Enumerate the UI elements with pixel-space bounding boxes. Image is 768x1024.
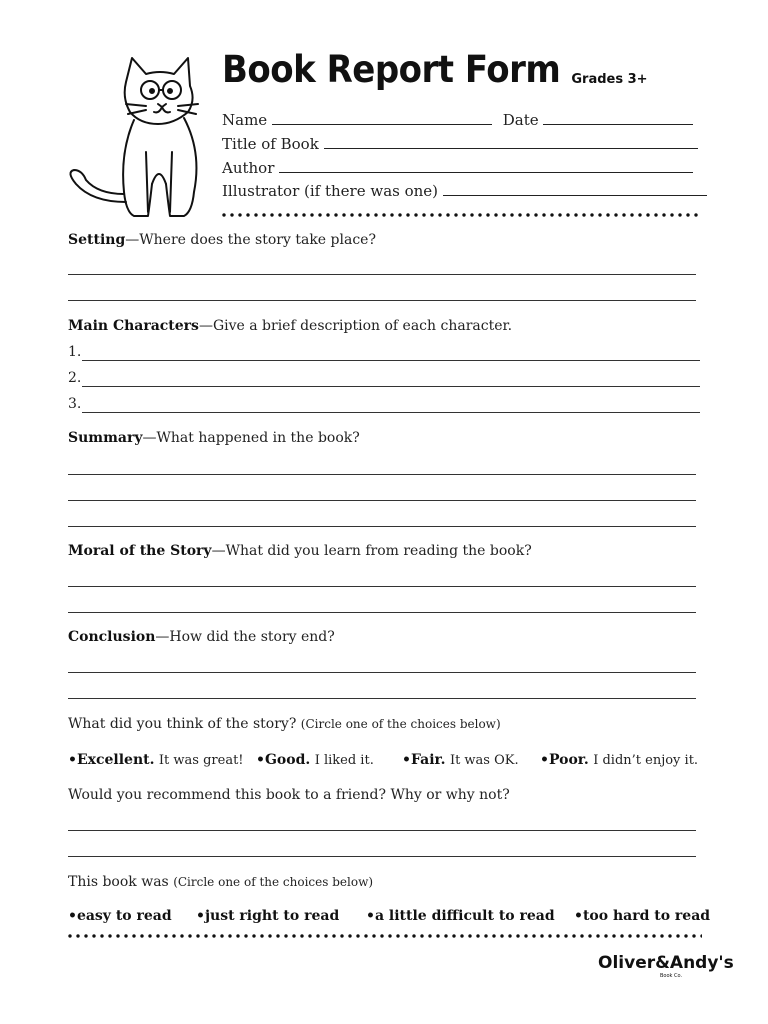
choice-desc: I liked it. bbox=[314, 753, 374, 768]
choice-label: •Excellent. bbox=[68, 752, 155, 768]
author-row bbox=[222, 158, 693, 177]
character-answer-line[interactable] bbox=[82, 412, 700, 413]
characters-prompt: —Give a brief description of each character. bbox=[198, 318, 513, 334]
name-label: Name bbox=[222, 111, 268, 129]
footer-divider bbox=[66, 934, 702, 938]
setting-question bbox=[68, 232, 376, 248]
conclusion-title: Conclusion bbox=[68, 629, 156, 645]
difficulty-choice-easy[interactable] bbox=[68, 908, 172, 924]
name-row bbox=[222, 110, 693, 129]
title-of-book-label: Title of Book bbox=[222, 135, 319, 153]
conclusion-answer-line[interactable] bbox=[68, 698, 696, 699]
conclusion-prompt: —How did the story end? bbox=[155, 629, 335, 645]
moral-question bbox=[68, 543, 532, 559]
choice-desc: It was great! bbox=[158, 753, 244, 768]
choice-label: •Fair. bbox=[402, 752, 446, 768]
conclusion-answer-line[interactable] bbox=[68, 672, 696, 673]
difficulty-question bbox=[68, 874, 373, 890]
illustrator-label: Illustrator (if there was one) bbox=[222, 182, 439, 200]
summary-prompt: —What happened in the book? bbox=[142, 430, 360, 446]
choice-label: •too hard to read bbox=[574, 908, 711, 924]
header-divider bbox=[220, 213, 702, 217]
character-answer-line[interactable] bbox=[82, 386, 700, 387]
opinion-choice-good[interactable] bbox=[256, 752, 374, 768]
moral-prompt: —What did you learn from reading the book? bbox=[211, 543, 532, 559]
characters-title: Main Characters bbox=[68, 318, 199, 334]
conclusion-question bbox=[68, 629, 335, 645]
opinion-note: (Circle one of the choices below) bbox=[300, 717, 501, 731]
title-of-book-field[interactable] bbox=[324, 134, 698, 149]
difficulty-choice-little-difficult[interactable] bbox=[366, 908, 555, 924]
logo-text: Oliver&Andy's bbox=[598, 953, 734, 973]
summary-answer-line[interactable] bbox=[68, 474, 696, 475]
recommend-question: Would you recommend this book to a friend? Why or why not? bbox=[68, 787, 510, 803]
choice-label: •easy to read bbox=[68, 908, 172, 924]
oliver-andys-logo-icon bbox=[598, 944, 734, 980]
setting-prompt: —Where does the story take place? bbox=[125, 232, 376, 248]
moral-answer-line[interactable] bbox=[68, 612, 696, 613]
difficulty-choice-too-hard[interactable] bbox=[574, 908, 710, 924]
moral-answer-line[interactable] bbox=[68, 586, 696, 587]
illustrator-field[interactable] bbox=[443, 181, 707, 196]
choice-label: •Good. bbox=[256, 752, 311, 768]
name-field[interactable] bbox=[272, 110, 492, 125]
grade-level: Grades 3+ bbox=[571, 72, 648, 87]
setting-answer-line[interactable] bbox=[68, 300, 696, 301]
page-title: Book Report Form bbox=[222, 48, 561, 92]
choice-label: •a little difficult to read bbox=[366, 908, 555, 924]
choice-desc: I didn’t enjoy it. bbox=[593, 753, 699, 768]
author-field[interactable] bbox=[279, 158, 693, 173]
summary-title: Summary bbox=[68, 430, 143, 446]
choice-desc: It was OK. bbox=[449, 753, 519, 768]
form-header bbox=[222, 48, 702, 96]
setting-answer-line[interactable] bbox=[68, 274, 696, 275]
cat-illustration-icon bbox=[62, 52, 212, 224]
character-answer-line[interactable] bbox=[82, 360, 700, 361]
character-number: 1. bbox=[68, 344, 82, 360]
recommend-answer-line[interactable] bbox=[68, 830, 696, 831]
difficulty-note: (Circle one of the choices below) bbox=[173, 875, 374, 889]
summary-answer-line[interactable] bbox=[68, 500, 696, 501]
author-label: Author bbox=[222, 159, 275, 177]
illustrator-row bbox=[222, 181, 707, 200]
difficulty-choice-just-right[interactable] bbox=[196, 908, 339, 924]
choice-label: •just right to read bbox=[196, 908, 340, 924]
logo-subtext: Book Co. bbox=[660, 973, 683, 979]
choice-label: •Poor. bbox=[540, 752, 589, 768]
character-number: 3. bbox=[68, 396, 82, 412]
setting-title: Setting bbox=[68, 232, 126, 248]
moral-title: Moral of the Story bbox=[68, 543, 212, 559]
recommend-answer-line[interactable] bbox=[68, 856, 696, 857]
summary-answer-line[interactable] bbox=[68, 526, 696, 527]
summary-question bbox=[68, 430, 360, 446]
character-number: 2. bbox=[68, 370, 82, 386]
opinion-question-text: What did you think of the story? bbox=[68, 716, 297, 732]
opinion-choice-poor[interactable] bbox=[540, 752, 698, 768]
characters-question bbox=[68, 318, 512, 334]
date-field[interactable] bbox=[543, 110, 693, 125]
opinion-question bbox=[68, 716, 501, 732]
opinion-choice-excellent[interactable] bbox=[68, 752, 244, 768]
title-row bbox=[222, 134, 698, 153]
date-label: Date bbox=[502, 111, 539, 129]
opinion-choice-fair[interactable] bbox=[402, 752, 519, 768]
difficulty-question-text: This book was bbox=[68, 874, 169, 890]
